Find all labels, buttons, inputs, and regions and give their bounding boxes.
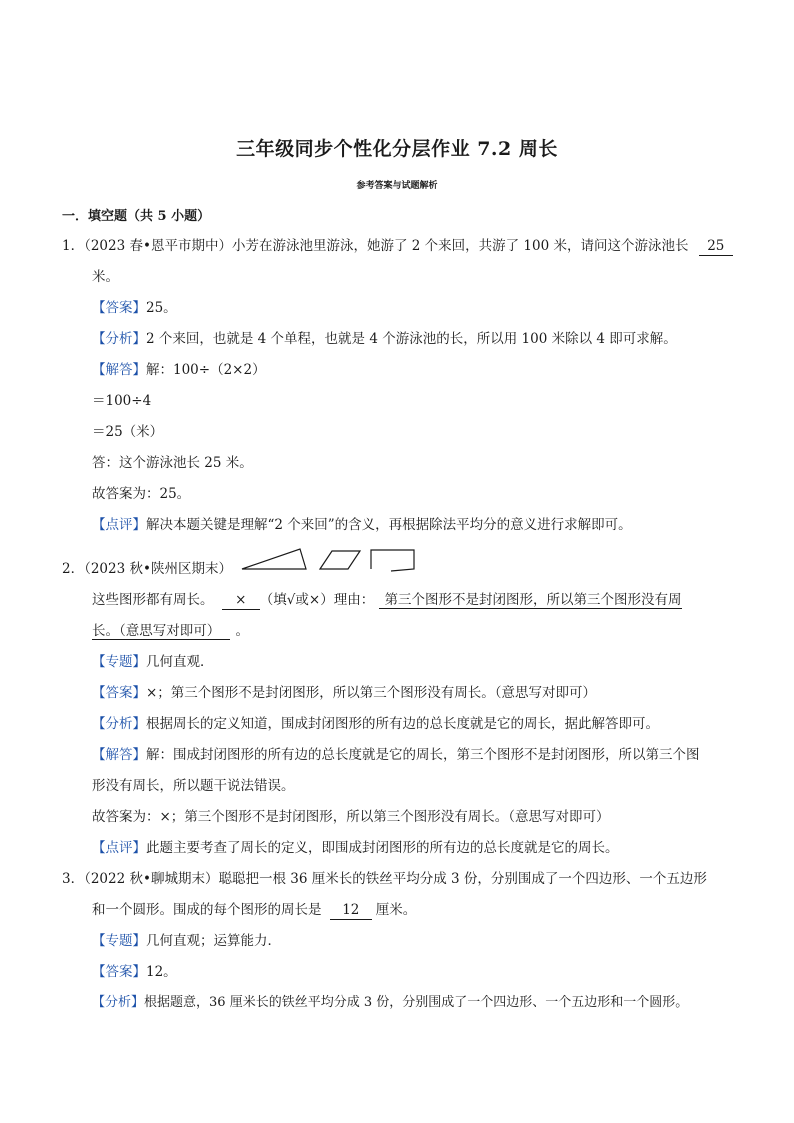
topic-tag: 【专题】 — [92, 654, 146, 670]
q2-final: 故答案为：×；第三个图形不是封闭图形，所以第三个图形没有周长。（意思写对即可） — [92, 809, 610, 825]
q3-topic: 几何直观；运算能力． — [146, 933, 281, 949]
q3-stem-line — [62, 869, 707, 889]
q3-topic-line — [92, 931, 281, 951]
answer-tag: 【答案】 — [92, 685, 146, 701]
q1-analysis: 2 个来回，也就是 4 个单程，也就是 4 个游泳池的长，所以用 100 米除以 4 即可求解。 — [146, 331, 677, 347]
q2-analysis-line — [92, 714, 659, 734]
q3-answer-line — [92, 962, 177, 982]
parallelogram-figure — [320, 551, 360, 569]
q1-comment: 解决本题关键是理解“2 个来回”的含义，再根据除法平均分的意义进行求解即可。 — [146, 517, 632, 533]
q2-reason-1: 第三个图形不是封闭图形，所以第三个图形没有周 — [379, 592, 682, 609]
q2-figures — [240, 547, 420, 575]
q2-stem-end: 。 — [235, 623, 249, 639]
section-heading: 一．填空题（共 5 小题） — [62, 209, 211, 224]
q2-comment-line — [92, 838, 619, 858]
page-subtitle: 参考答案与试题解析 — [356, 181, 438, 191]
q2-comment: 此题主要考查了周长的定义，即围成封闭图形的所有边的总长度就是它的周长。 — [146, 840, 619, 856]
q2-stem-b: （填√或×）理由： — [259, 592, 375, 608]
q2-reason-line — [92, 621, 249, 641]
q1-answer: 25。 — [146, 300, 177, 316]
q2-solution-line — [92, 745, 700, 765]
q3-stem-line-2 — [92, 900, 416, 920]
q2-topic-line — [92, 652, 214, 672]
q1-stem-end: 米。 — [92, 269, 119, 285]
q2-topic: 几何直观． — [146, 654, 214, 670]
q1-stem-line — [62, 236, 733, 256]
q2-solution-1: 解：围成封闭图形的所有边的总长度就是它的周长，第三个图形不是封闭图形，所以第三个图 — [146, 747, 700, 763]
q1-solution-line — [92, 360, 266, 380]
analysis-tag: 【分析】 — [92, 331, 146, 347]
q2-header-line — [62, 559, 232, 579]
q2-answer-line — [92, 683, 596, 703]
q2-analysis: 根据周长的定义知道，围成封闭图形的所有边的总长度就是它的周长，据此解答即可。 — [146, 716, 659, 732]
q3-analysis: 根据题意，36 厘米长的铁丝平均分成 3 份，分别围成了一个四边形、一个五边形和一个圆形。 — [144, 995, 689, 1010]
q2-solution-2: 形没有周长，所以题干说法错误。 — [92, 778, 295, 794]
page-title: 三年级同步个性化分层作业 7.2 周长 — [236, 138, 558, 160]
open-figure — [371, 550, 414, 571]
q3-analysis-line — [92, 993, 688, 1013]
q2-source: （2023 秋•陕州区期末） — [84, 561, 232, 577]
comment-tag: 【点评】 — [92, 840, 146, 856]
q2-answer-blank: × — [222, 592, 260, 610]
q3-stem-1: 聪聪把一根 36 厘米长的铁丝平均分成 3 份，分别围成了一个四边形、一个五边形 — [218, 871, 707, 887]
q1-number: 1． — [62, 238, 85, 254]
solution-tag: 【解答】 — [92, 747, 146, 763]
q1-answer-blank: 25 — [699, 238, 733, 256]
analysis-tag: 【分析】 — [92, 716, 146, 732]
solution-tag: 【解答】 — [92, 362, 146, 378]
q3-stem-2a: 和一个圆形。围成的每个图形的周长是 — [92, 902, 322, 918]
q1-step1: ＝100÷4 — [92, 393, 152, 409]
topic-tag: 【专题】 — [92, 933, 146, 949]
q1-comment-line — [92, 515, 632, 535]
q2-number: 2． — [62, 561, 85, 577]
q1-analysis-line — [92, 329, 677, 349]
triangle-figure — [242, 549, 306, 569]
q1-solution: 解：100÷（2×2） — [146, 362, 266, 378]
q1-step2: ＝25（米） — [92, 424, 164, 440]
q2-reason-2: 长。（意思写对即可） — [92, 623, 230, 640]
q2-stem-line — [92, 590, 682, 610]
q1-answer-line — [92, 298, 177, 318]
q1-stem: 小芳在游泳池里游泳，她游了 2 个来回，共游了 100 米，请问这个游泳池长 — [231, 238, 689, 254]
answer-tag: 【答案】 — [92, 964, 146, 980]
q3-source: （2022 秋•聊城期末） — [84, 871, 219, 887]
q3-answer-blank: 12 — [330, 902, 372, 920]
comment-tag: 【点评】 — [92, 517, 146, 533]
q2-stem-a: 这些图形都有周长。 — [92, 592, 214, 608]
q3-stem-2b: 厘米。 — [375, 902, 417, 918]
q1-source: （2023 春•恩平市期中） — [84, 238, 232, 254]
q2-answer: ×；第三个图形不是封闭图形，所以第三个图形没有周长。（意思写对即可） — [146, 685, 597, 701]
q3-number: 3． — [62, 871, 85, 887]
q3-answer: 12。 — [146, 964, 177, 980]
analysis-tag: 【分析】 — [92, 995, 145, 1010]
answer-tag: 【答案】 — [92, 300, 146, 316]
q1-final: 故答案为：25。 — [92, 486, 191, 502]
q1-reply: 答：这个游泳池长 25 米。 — [92, 455, 253, 471]
